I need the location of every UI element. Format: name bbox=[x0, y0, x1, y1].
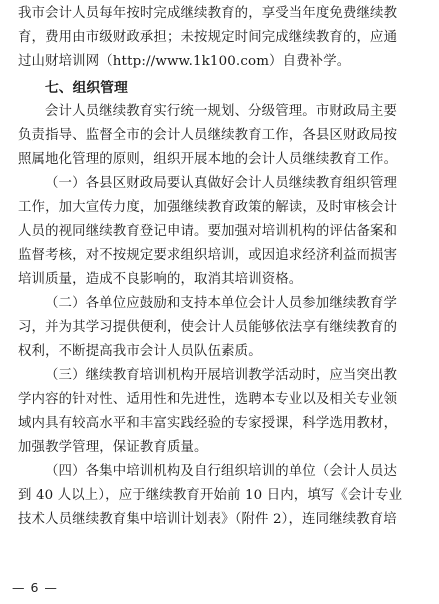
text-line: （四）各集中培训机构及自行组织培训的单位（会计人员达 bbox=[45, 464, 398, 479]
text-line: 加强教学管理，保证教育质量。 bbox=[18, 440, 208, 455]
section-heading: 七、组织管理 bbox=[45, 80, 128, 96]
text-line: 负责指导、监督全市的会计人员继续教育工作，各县区财政局按 bbox=[18, 128, 398, 143]
paragraph-item-4 bbox=[18, 460, 426, 532]
paragraph-continuation bbox=[18, 2, 426, 74]
paragraph-item-1 bbox=[18, 172, 426, 292]
text-line: 育，费用由市级财政承担；未按规定时间完成继续教育的，应通 bbox=[18, 30, 398, 45]
page-number: — 6 — bbox=[12, 580, 58, 595]
text-line: （二）各单位应鼓励和支持本单位会计人员参加继续教育学 bbox=[45, 296, 398, 311]
text-line: （三）继续教育培训机构开展培训教学活动时，应当突出教 bbox=[45, 368, 398, 383]
paragraph-item-2 bbox=[18, 292, 426, 364]
text-line: 工作，加大宣传力度，加强继续教育政策的解读，及时审核会计 bbox=[18, 200, 398, 215]
text-line: 域内具有较高水平和丰富实践经验的专家授课，科学选用教材， bbox=[18, 416, 398, 431]
text-line: 权利，不断提高我市会计人员队伍素质。 bbox=[18, 344, 262, 359]
text-line: 过山财培训网（http://www.1k100.com）自费补学。 bbox=[18, 54, 351, 69]
text-line: 照属地化管理的原则，组织开展本地的会计人员继续教育工作。 bbox=[18, 152, 398, 167]
text-line: 监督考核，对不按规定要求组织培训，或因追求经济利益而损害 bbox=[18, 248, 398, 263]
text-line: 人员的视同继续教育登记申请。要加强对培训机构的评估备案和 bbox=[18, 224, 398, 239]
text-line: （一）各县区财政局要认真做好会计人员继续教育组织管理 bbox=[45, 176, 398, 191]
text-line: 习，并为其学习提供便利，使会计人员能够依法享有继续教育的 bbox=[18, 320, 398, 335]
document-page bbox=[18, 0, 426, 532]
paragraph-item-3 bbox=[18, 364, 426, 460]
paragraph-intro bbox=[18, 100, 426, 172]
text-line: 学内容的针对性、适用性和先进性，选聘本专业以及相关专业领 bbox=[18, 392, 398, 407]
text-line: 会计人员继续教育实行统一规划、分级管理。市财政局主要 bbox=[45, 104, 398, 119]
text-line: 我市会计人员每年按时完成继续教育的，享受当年度免费继续教 bbox=[18, 6, 398, 21]
text-line: 到 40 人以上），应于继续教育开始前 10 日内，填写《会计专业 bbox=[18, 488, 403, 503]
text-line: 培训质量，造成不良影响的，取消其培训资格。 bbox=[18, 272, 303, 287]
text-line: 技术人员继续教育集中培训计划表》（附件 2），连同继续教育培 bbox=[18, 512, 397, 527]
